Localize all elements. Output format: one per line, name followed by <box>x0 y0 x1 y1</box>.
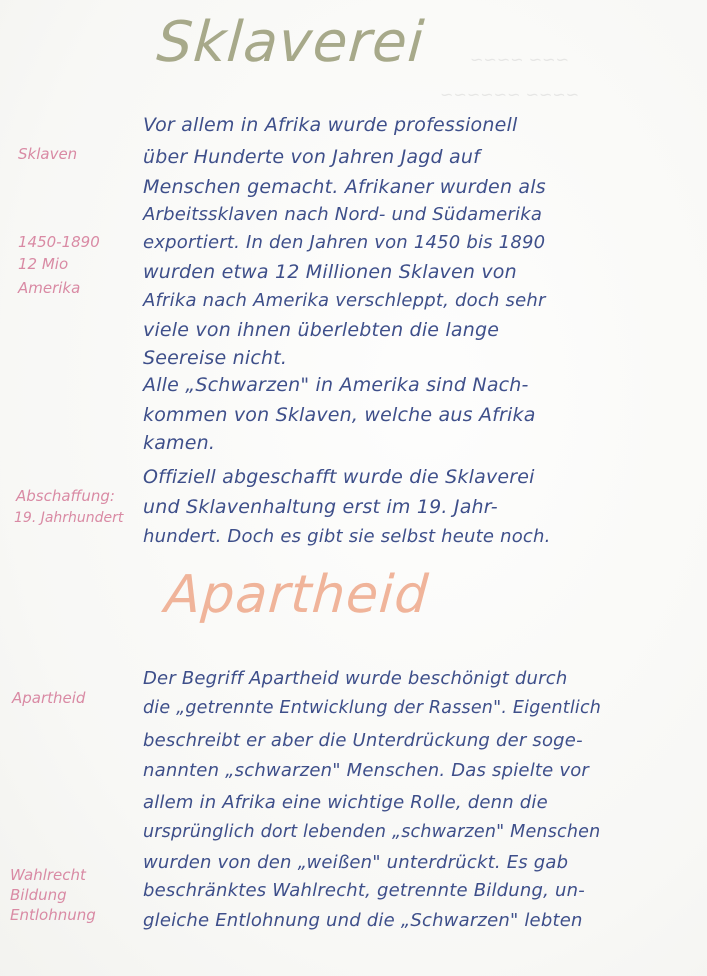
margin-note: Abschaffung: <box>16 487 115 505</box>
margin-note: Amerika <box>18 279 81 297</box>
margin-note: Apartheid <box>12 689 86 707</box>
margin-note: Bildung <box>10 886 67 904</box>
margin-note: 19. Jahrhundert <box>14 510 124 526</box>
text-line: Arbeitssklaven nach Nord- und Südamerika <box>143 204 543 225</box>
text-line: die „getrennte Entwicklung der Rassen". Eigentlich <box>143 698 602 718</box>
section-title-sklaverei: Sklaverei <box>154 10 427 75</box>
text-line: Menschen gemacht. Afrikaner wurden als <box>143 176 546 198</box>
margin-note: Sklaven <box>18 145 78 163</box>
text-line: wurden etwa 12 Millionen Sklaven von <box>143 261 517 283</box>
text-line: hundert. Doch es gibt sie selbst heute noch. <box>143 526 551 547</box>
bleed-through-text: ~~~ ~~~~ <box>470 50 569 69</box>
section-title-apartheid: Apartheid <box>162 565 431 625</box>
text-line: exportiert. In den Jahren von 1450 bis 1890 <box>143 232 546 253</box>
text-line: über Hunderte von Jahren Jagd auf <box>143 146 480 168</box>
margin-note: Entlohnung <box>10 906 96 924</box>
bleed-through-text: ~~~~ ~~~~~~ <box>440 85 580 104</box>
text-line: Alle „Schwarzen" in Amerika sind Nach- <box>143 374 529 396</box>
text-line: beschränktes Wahlrecht, getrennte Bildung, un- <box>143 880 585 901</box>
text-line: Vor allem in Afrika wurde professionell <box>143 114 518 136</box>
text-line: kommen von Sklaven, welche aus Afrika <box>143 404 536 426</box>
text-line: wurden von den „weißen" unterdrückt. Es gab <box>143 852 569 873</box>
text-line: nannten „schwarzen" Menschen. Das spielte vor <box>143 760 590 781</box>
text-line: allem in Afrika eine wichtige Rolle, denn die <box>143 792 548 813</box>
text-line: gleiche Entlohnung und die „Schwarzen" lebten <box>143 910 583 931</box>
margin-note: 12 Mio <box>18 255 69 273</box>
text-line: ursprünglich dort lebenden „schwarzen" Menschen <box>143 822 601 842</box>
text-line: Afrika nach Amerika verschleppt, doch sehr <box>143 290 546 311</box>
text-line: viele von ihnen überlebten die lange <box>143 319 500 341</box>
text-line: Offiziell abgeschafft wurde die Sklaverei <box>143 466 535 488</box>
text-line: Der Begriff Apartheid wurde beschönigt durch <box>143 668 568 689</box>
text-line: Seereise nicht. <box>143 347 288 369</box>
text-line: und Sklavenhaltung erst im 19. Jahr- <box>143 496 498 518</box>
margin-note: 1450-1890 <box>18 233 100 251</box>
text-line: kamen. <box>143 432 216 454</box>
margin-note: Wahlrecht <box>10 866 86 884</box>
text-line: beschreibt er aber die Unterdrückung der soge- <box>143 730 583 751</box>
